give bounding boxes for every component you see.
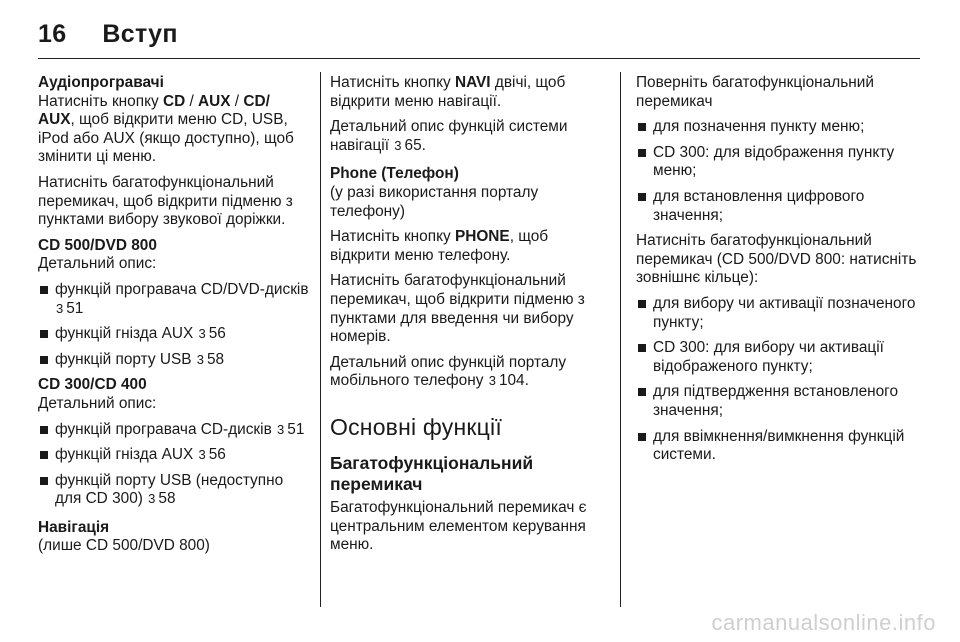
bullet-icon — [638, 193, 646, 201]
list-item: функцій програвача CD/DVD-дисків 3 51 — [38, 281, 310, 318]
basic-functions-heading: Основні функції — [330, 413, 502, 440]
header-rule — [38, 58, 920, 59]
cd500-description: Детальний опис: — [38, 255, 157, 273]
list-item: для вибору чи активації позначеного пункту; — [636, 295, 922, 332]
page-link[interactable]: 51 — [66, 299, 84, 317]
page-ref-icon: 3 — [488, 373, 496, 389]
navi-paragraph-2: Детальний опис функцій системи навігації 3 65. — [330, 118, 568, 154]
cd500-list — [38, 281, 310, 369]
column-1 — [38, 74, 310, 563]
navigation-heading: Навігація — [38, 518, 110, 536]
page-ref-icon: 3 — [56, 300, 64, 316]
rotate-paragraph: Поверніть багатофункціональний перемикач — [636, 74, 874, 110]
aux-button-label: AUX — [198, 92, 231, 110]
bullet-icon — [40, 451, 48, 459]
cd300-list — [38, 421, 310, 509]
page-ref-icon: 3 — [394, 137, 402, 153]
list-item: CD 300: для відображення пункту меню; — [636, 144, 922, 181]
bullet-icon — [638, 149, 646, 157]
navi-paragraph-1: Натисніть кнопку NAVI двічі, щоб відкрити меню навігації. — [330, 74, 566, 110]
list-item: функцій гнізда AUX 3 56 — [38, 446, 310, 465]
cd-button-label: CD — [162, 92, 186, 110]
navigation-description: (лише CD 500/DVD 800) — [38, 537, 210, 555]
page-ref-icon: 3 — [148, 491, 156, 507]
bullet-icon — [40, 356, 48, 364]
bullet-icon — [638, 123, 646, 131]
cd300-heading: CD 300/CD 400 — [38, 376, 147, 394]
bullet-icon — [40, 477, 48, 485]
page-link[interactable]: 65 — [404, 136, 422, 154]
page-number: 16 — [38, 19, 67, 48]
cd300-description: Детальний опис: — [38, 394, 157, 412]
bullet-icon — [40, 286, 48, 294]
phone-button-label: PHONE — [454, 228, 510, 246]
page-ref-icon: 3 — [196, 351, 204, 367]
bullet-icon — [40, 330, 48, 338]
page-link[interactable]: 51 — [287, 420, 305, 438]
chapter-title: Вступ — [102, 19, 178, 48]
press-paragraph: Натисніть багатофункціональний перемикач (CD 500/DVD 800: натисніть зовнішнє кільце): — [636, 232, 917, 287]
column-divider-1 — [320, 72, 321, 607]
list-item: функцій порту USB (недоступно для CD 300) 3 58 — [38, 472, 310, 509]
watermark: carmanualsonline.info — [711, 610, 936, 635]
rotate-list — [636, 118, 922, 225]
phone-heading: Phone (Телефон) — [330, 165, 459, 183]
audio-players-paragraph-2: Натисніть багатофункціональний перемикач, щоб відкрити підменю з пунктами вибору звукової доріжки. — [38, 173, 293, 229]
multifunction-knob-paragraph: Багатофункціональний перемикач є центральним елементом керування меню. — [330, 498, 587, 554]
column-divider-2 — [620, 72, 621, 607]
phone-description: (у разі використання порталу телефону) — [330, 183, 539, 220]
audio-players-paragraph-1: Натисніть кнопку CD / AUX / CD/ AUX, щоб відкрити меню CD, USB, iPod або AUX (якщо доступно), щоб змінити ці меню. — [38, 92, 294, 166]
page-link[interactable]: 104 — [498, 372, 525, 390]
list-item: CD 300: для вибору чи активації відображеного пункту; — [636, 339, 922, 376]
list-item: функцій порту USB 3 58 — [38, 351, 310, 370]
page-ref-icon: 3 — [277, 421, 285, 437]
page-link[interactable]: 56 — [208, 446, 226, 464]
bullet-icon — [638, 300, 646, 308]
bullet-icon — [40, 426, 48, 434]
page-header — [38, 14, 920, 54]
page-ref-icon: 3 — [198, 447, 206, 463]
page-ref-icon: 3 — [198, 326, 206, 342]
phone-paragraph-3: Детальний опис функцій порталу мобільного телефону 3 104. — [330, 353, 567, 390]
press-list — [636, 295, 922, 465]
page-link[interactable]: 56 — [208, 325, 226, 343]
navi-button-label: NAVI — [454, 74, 491, 91]
cd500-heading: CD 500/DVD 800 — [38, 236, 157, 254]
list-item: для ввімкнення/вимкнення функцій системи. — [636, 428, 922, 465]
phone-paragraph-2: Натисніть багатофункціональний перемикач, щоб відкрити підменю з пунктами для введення чи вибору номерів. — [330, 272, 585, 346]
bullet-icon — [638, 388, 646, 396]
bullet-icon — [638, 344, 646, 352]
list-item: для позначення пункту меню; — [636, 118, 922, 137]
list-item: для підтвердження встановленого значення; — [636, 383, 922, 420]
audio-players-heading: Аудіопрогравачі — [38, 74, 164, 91]
page-link[interactable]: 58 — [207, 350, 225, 368]
column-3 — [636, 74, 922, 472]
cd-aux-button-label: CD/ AUX — [38, 92, 270, 129]
bullet-icon — [638, 433, 646, 441]
multifunction-knob-heading: Багатофункціональний перемикач — [330, 452, 534, 494]
column-2 — [330, 74, 605, 562]
list-item: функцій програвача CD-дисків 3 51 — [38, 421, 310, 440]
phone-paragraph-1: Натисніть кнопку PHONE, щоб відкрити меню телефону. — [330, 228, 549, 264]
page-link[interactable]: 58 — [158, 490, 176, 508]
list-item: для встановлення цифрового значення; — [636, 188, 922, 225]
list-item: функцій гнізда AUX 3 56 — [38, 325, 310, 344]
